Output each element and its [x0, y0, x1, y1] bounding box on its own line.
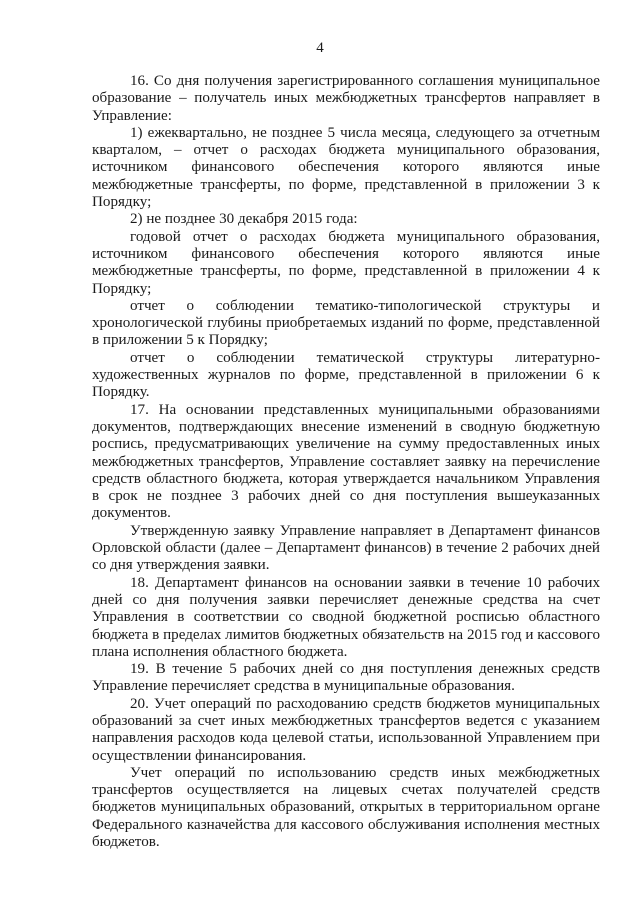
- paragraph-18: 18. Департамент финансов на основании заявки в течение 10 рабочих дней со дня получения заявки перечисляет денежные средства на счет Управления в соответствии со сводной бюджетной росписью областного бюджета в пределах лимитов бюджетных обязательств на 2015 год и кассового плана исполнения областного бюджета.: [92, 574, 600, 660]
- paragraph-17-approval: Утвержденную заявку Управление направляет в Департамент финансов Орловской области (далее – Департамент финансов) в течение 2 рабочих дней со дня утверждения заявки.: [92, 522, 600, 574]
- paragraph-20-accounting: Учет операций по использованию средств иных межбюджетных трансфертов осуществляется на лицевых счетах получателей средств бюджетов муниципальных образований, открытых в территориальном органе Федерального казначейства для кассового обслуживания исполнения местных бюджетов.: [92, 764, 600, 851]
- paragraph-19: 19. В течение 5 рабочих дней со дня поступления денежных средств Управление перечисляет средства в муниципальные образования.: [92, 661, 600, 695]
- paragraph-16-item-1: 1) ежеквартально, не позднее 5 числа месяца, следующего за отчетным кварталом, – отчет о расходах бюджета муниципального образования, источником финансового обеспечения которого являются иные межбюджетные трансферты, по форме, представленной в приложении 3 к Порядку;: [92, 124, 600, 211]
- document-body: [92, 73, 600, 851]
- paragraph-journals-report: отчет о соблюдении тематической структуры литературно-художественных журналов по форме, представленной в приложении 6 к Порядку.: [92, 349, 600, 401]
- paragraph-17: 17. На основании представленных муниципальными образованиями документов, подтверждающих внесение изменений в сводную бюджетную роспись, предусматривающих увеличение на сумму предоставленных иных межбюджетных трансфертов, Управление составляет заявку на перечисление средств областного бюджета, которая утверждается начальником Управления в срок не позднее 3 рабочих дней со дня поступления вышеуказанных документов.: [92, 401, 600, 522]
- paragraph-16: 16. Со дня получения зарегистрированного соглашения муниципальное образование – получатель иных межбюджетных трансфертов направляет в Управление:: [92, 73, 600, 124]
- page-number: 4: [316, 40, 324, 56]
- paragraph-16-item-2: 2) не позднее 30 декабря 2015 года:: [130, 211, 358, 228]
- paragraph-20: 20. Учет операций по расходованию средств бюджетов муниципальных образований за счет иных межбюджетных трансфертов ведется с указанием направления расходов кода целевой статьи, использованной Управлением при осуществлении финансирования.: [92, 695, 600, 764]
- paragraph-typology-report: отчет о соблюдении тематико-типологической структуры и хронологической глубины приобретаемых изданий по форме, представленной в приложении 5 к Порядку;: [92, 297, 600, 349]
- paragraph-annual-report: годовой отчет о расходах бюджета муниципального образования, источником финансового обеспечения которого являются иные межбюджетные трансферты, по форме, представленной в приложении 4 к Порядку;: [92, 228, 600, 297]
